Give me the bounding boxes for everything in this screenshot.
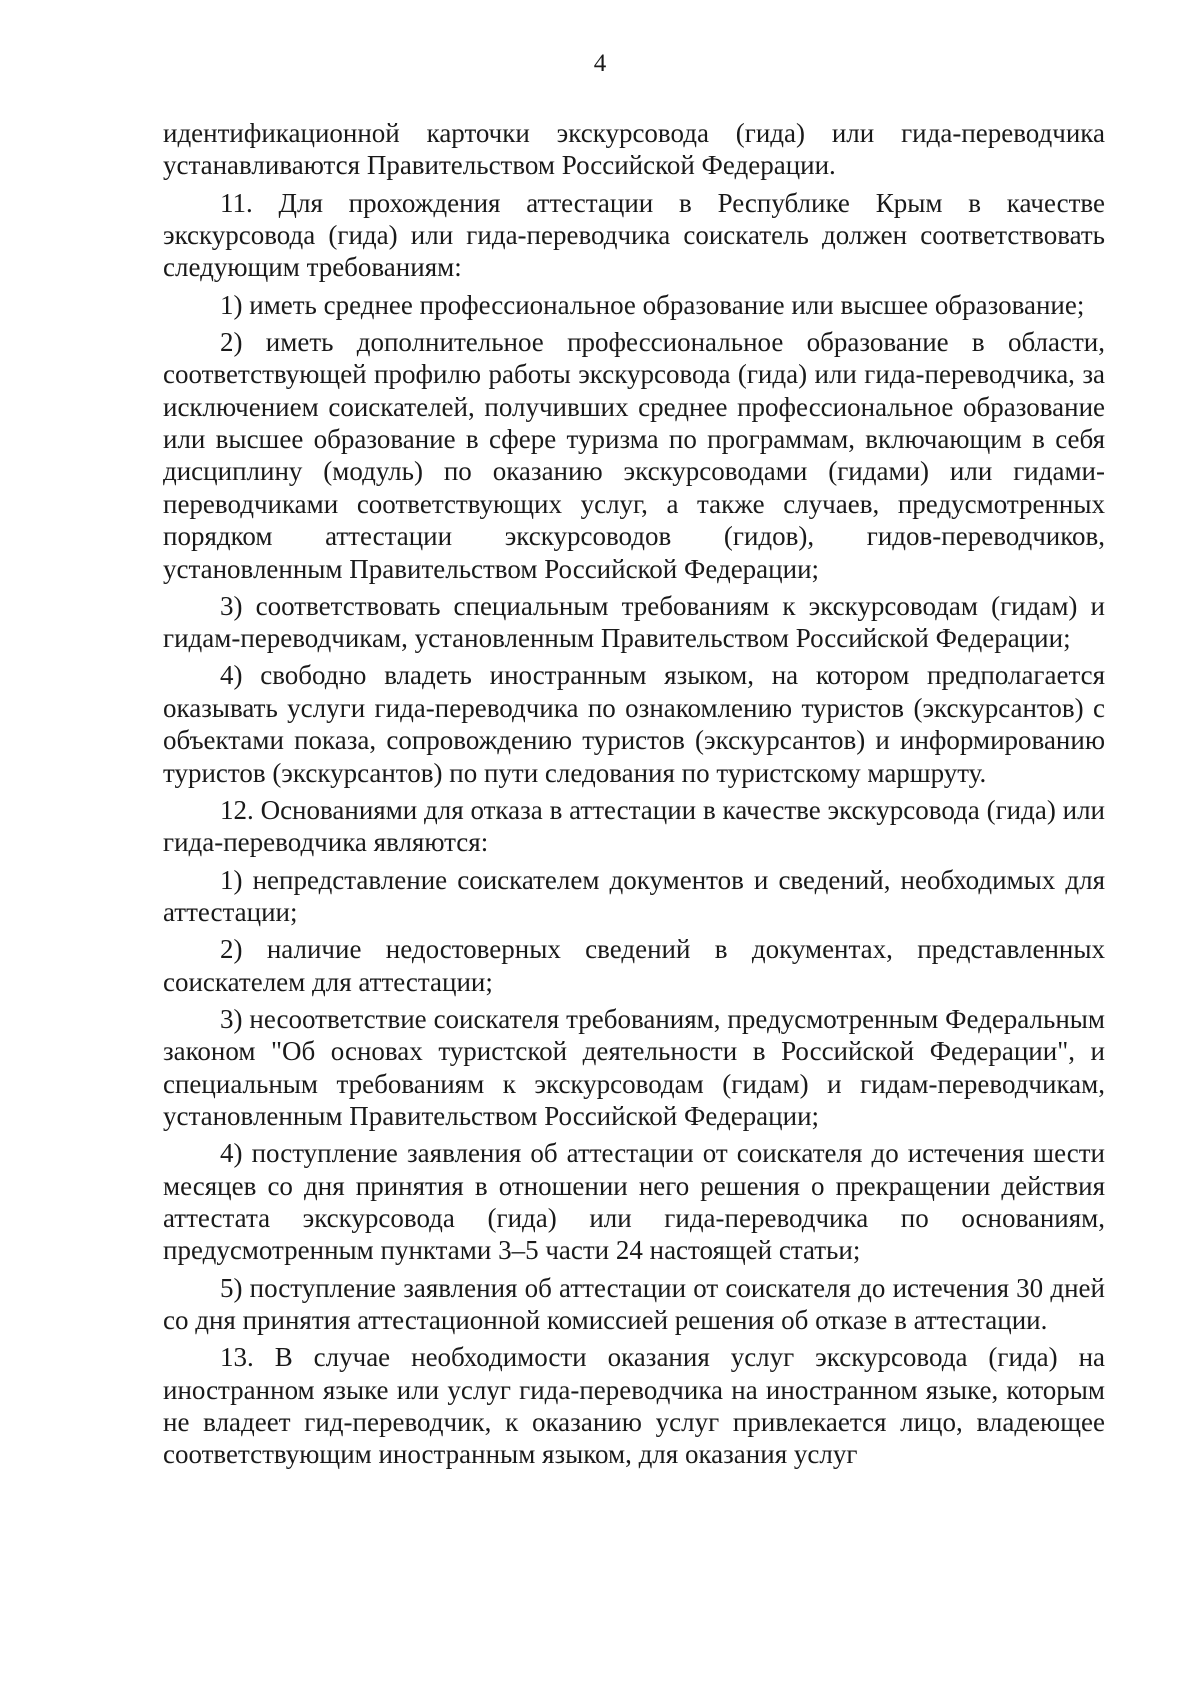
paragraph: 4) поступление заявления об аттестации от соискателя до истечения шести месяцев со дня принятия в отношении него решения о прекращении действия аттестата экскурсовода (гида) или гида-переводчика по основаниям, предусмотренным пунктами 3–5 части 24 настоящей статьи;: [163, 1138, 1105, 1266]
paragraph: 4) свободно владеть иностранным языком, на котором предполагается оказывать услуги гида-переводчика по ознакомлению туристов (экскурсантов) с объектами показа, сопровождению туристов (экскурсантов) и информированию туристов (экскурсантов) по пути следования по туристскому маршруту.: [163, 660, 1105, 788]
paragraph: 3) соответствовать специальным требованиям к экскурсоводам (гидам) и гидам-переводчикам, установленным Правительством Российской Федерации;: [163, 590, 1105, 654]
paragraph: 12. Основаниями для отказа в аттестации в качестве экскурсовода (гида) или гида-переводчика являются:: [163, 794, 1105, 858]
paragraph: 13. В случае необходимости оказания услуг экскурсовода (гида) на иностранном языке или услуг гида-переводчика на иностранном языке, которым не владеет гид-переводчик, к оказанию услуг привлекается лицо, владеющее соответствующим иностранным языком, для оказания услуг: [163, 1342, 1105, 1470]
paragraph: 1) непредставление соискателем документов и сведений, необходимых для аттестации;: [163, 864, 1105, 927]
paragraph: 2) иметь дополнительное профессиональное образование в области, соответствующей профилю работы экскурсовода (гида) или гида-переводчика, за исключением соискателей, получивших среднее профессиональное образование или высшее образование в сфере туризма по программам, включающим в себя дисциплину (модуль) по оказанию экскурсоводами (гидами) или гидами-переводчиками соответствующих услуг, а также случаев, предусмотренных порядком аттестации экскурсоводов (гидов), гидов-переводчиков, установленным Правительством Российской Федерации;: [163, 326, 1105, 584]
paragraph: 1) иметь среднее профессиональное образование или высшее образование;: [220, 289, 1085, 320]
paragraph: 11. Для прохождения аттестации в Республике Крым в качестве экскурсовода (гида) или гида-переводчика соискатель должен соответствовать следующим требованиям:: [163, 187, 1105, 283]
document-body: [163, 117, 1105, 1476]
paragraph: 2) наличие недостоверных сведений в документах, представленных соискателем для аттестации;: [163, 934, 1105, 997]
paragraph: 3) несоответствие соискателя требованиям, предусмотренным Федеральным законом "Об основах туристской деятельности в Российской Федерации", и специальным требованиям к экскурсоводам (гидам) и гидам-переводчикам, установленным Правительством Российской Федерации;: [163, 1003, 1105, 1131]
page-number: 4: [593, 50, 607, 77]
paragraph: идентификационной карточки экскурсовода (гида) или гида-переводчика устанавливаются Правительством Российской Федерации.: [163, 118, 1105, 181]
paragraph: 5) поступление заявления об аттестации от соискателя до истечения 30 дней со дня принятия аттестационной комиссией решения об отказе в аттестации.: [163, 1272, 1105, 1335]
